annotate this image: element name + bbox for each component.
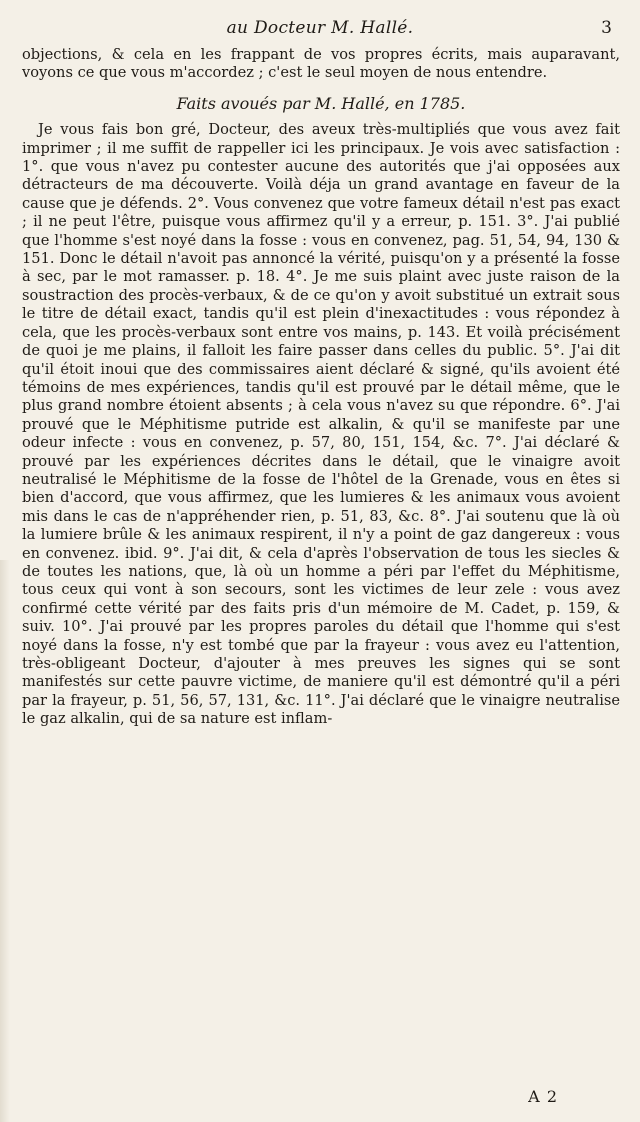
section-heading: Faits avoués par M. Hallé, en 1785. [176, 93, 466, 113]
running-title: au Docteur M. Hallé. [226, 18, 414, 38]
page-binding-shadow [0, 560, 10, 1122]
page-header [0, 18, 640, 42]
page-number: 3 [601, 18, 612, 38]
opening-paragraph: objections, & cela en les frappant de vos propres écrits, mais auparavant, voyons ce que vous m'accordez ; c'est le seul moyen de nous entendre. [22, 46, 620, 82]
main-paragraph: Je vous fais bon gré, Docteur, des aveux très-multipliés que vous avez fait imprimer ; il me suffit de rappeller ici les principaux. Je vois avec satisfaction : 1°. que vous n'avez pu contester aucune des autorités que j'ai opposées aux détracteurs de ma découverte. Voilà déja un grand avantage en faveur de la cause que je défends. 2°. Vous convenez que votre fameux détail n'est pas exact ; il ne peut l'être, puisque vous affirmez qu'il y a erreur, p. 151. 3°. J'ai publié que l'homme s'est noyé dans la fosse : vous en convenez, pag. 51, 54, 94, 130 & 151. Donc le détail n'avoit pas annoncé la vérité, puisqu'on y a présenté la fosse à sec, par le mot ramasser. p. 18. 4°. Je me suis plaint avec juste raison de la soustraction des procès-verbaux, & de ce qu'on y avoit substitué un extrait sous le titre de détail exact, tandis qu'il est plein d'inexactitudes : vous répondez à cela, que les procès-verbaux sont entre vos mains, p. 143. Et voilà précisément de quoi je me plains, il falloit les faire passer dans celles du public. 5°. J'ai dit qu'il étoit inoui que des commissaires aient déclaré & signé, qu'ils avoient été témoins de mes expériences, tandis qu'il est prouvé par le détail même, que le plus grand nombre étoient absents ; à cela vous n'avez su que répondre. 6°. J'ai prouvé que le Méphitisme putride est alkalin, & qu'il se manifeste par une odeur infecte : vous en convenez, p. 57, 80, 151, 154, &c. 7°. J'ai déclaré & prouvé par les expériences décrites dans le détail, que le vinaigre avoit neutralisé le Méphitisme de la fosse de l'hôtel de la Grenade, vous en êtes si bien d'accord, que vous affirmez, que les lumieres & les animaux vous avoient mis dans le cas de n'appréhender rien, p. 51, 83, &c. 8°. J'ai soutenu que là où la lumiere brûle & les animaux respirent, il n'y a point de gaz dangereux : vous en convenez. ibid. 9°. J'ai dit, & cela d'après l'observation de tous les siecles & de toutes les nations, que, là où un homme a péri par l'effet du Méphitisme, tous ceux qui vont à son secours, sont les victimes de leur zele : vous avez confirmé cette vérité par des faits pris d'un mémoire de M. Cadet, p. 159, & suiv. 10°. J'ai prouvé par les propres paroles du détail que l'homme qui s'est noyé dans la fosse, n'y est tombé que par la frayeur : vous avez eu l'attention, très-obligeant Docteur, d'ajouter à mes preuves les signes qui se sont manifestés sur cette pauvre victime, de maniere qu'il est démontré qu'il a péri par la frayeur, p. 51, 56, 57, 131, &c. 11°. J'ai déclaré que le vinaigre neutralise le gaz alkalin, qui de sa nature est inflam- [22, 121, 620, 728]
body-text [22, 46, 620, 729]
signature-mark: A 2 [528, 1087, 558, 1106]
